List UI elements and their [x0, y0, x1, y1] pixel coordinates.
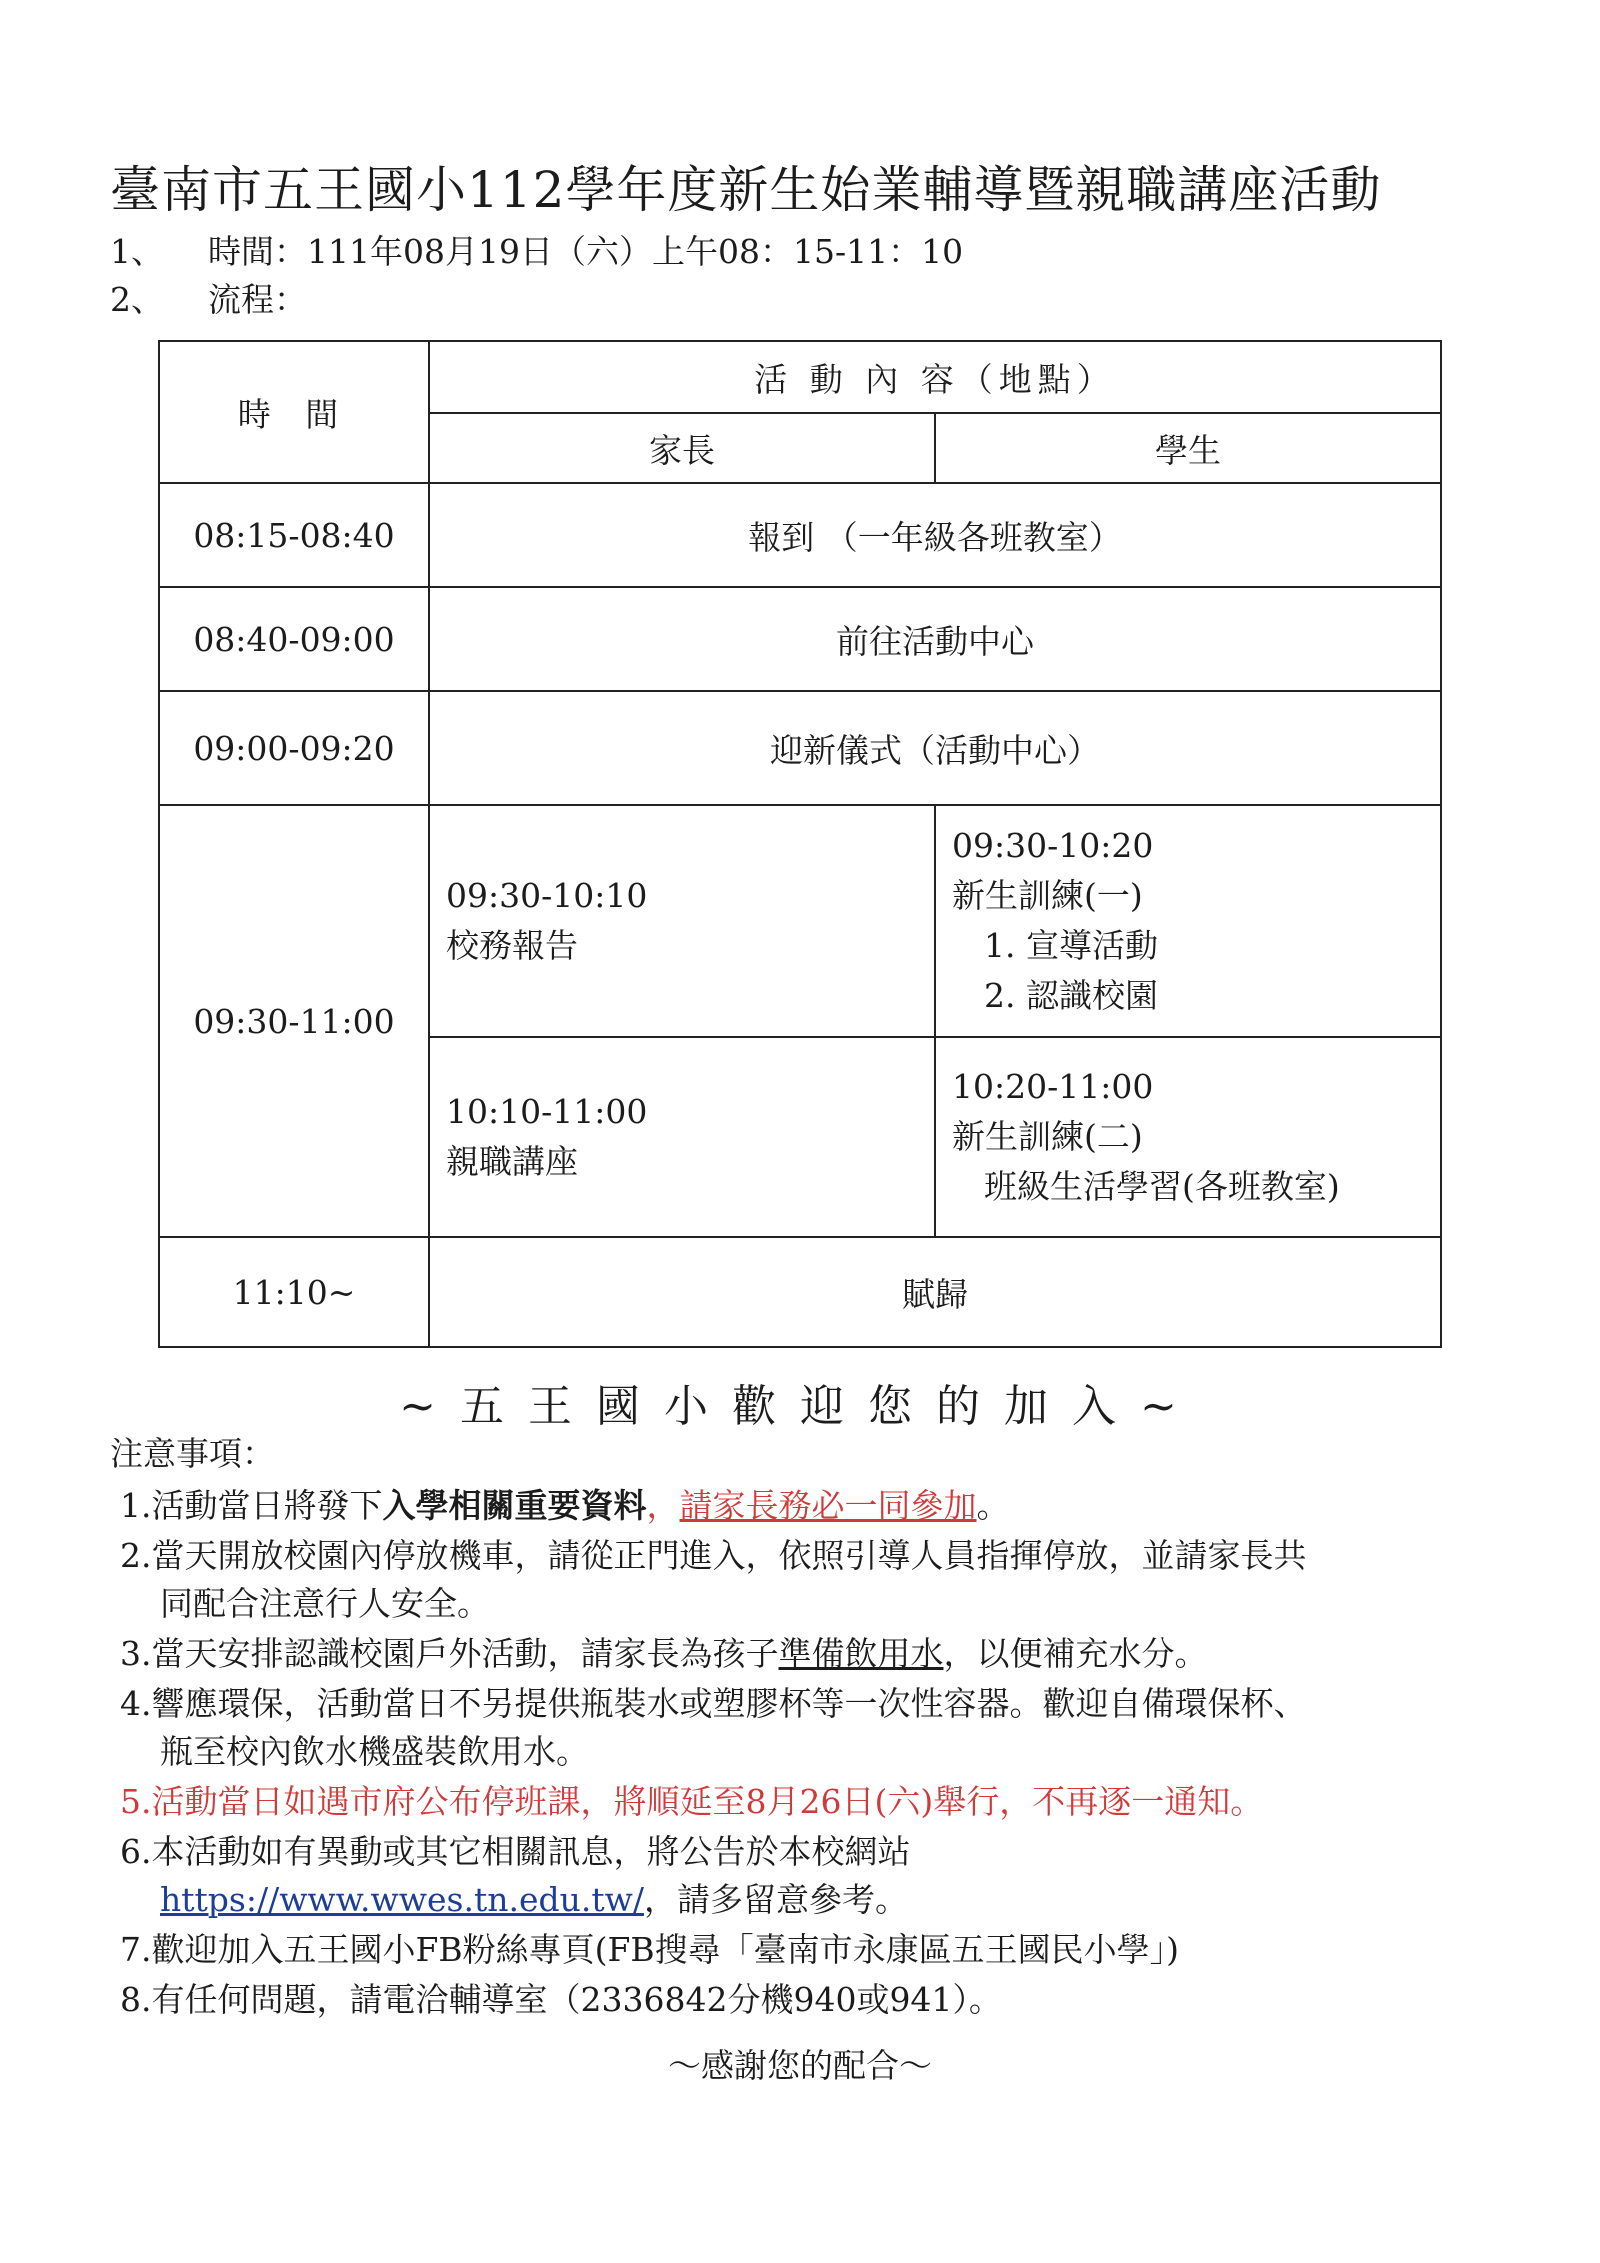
session-item: 1. 宣導活動 [984, 926, 1158, 965]
row-content: 報到 （一年級各班教室） [429, 483, 1441, 587]
info-line-time [110, 226, 963, 273]
table-row [159, 483, 1441, 587]
row-time: 08:40-09:00 [159, 587, 429, 691]
note-text: ，以便補充水分。 [943, 1634, 1208, 1673]
student-header: 學生 [935, 413, 1441, 483]
parent-header: 家長 [429, 413, 935, 483]
note-6: 6.本活動如有異動或其它相關訊息，將公告於本校網站 [120, 1832, 911, 1871]
session-label: 新生訓練(一) [952, 876, 1143, 915]
note-highlight: 準備飲用水 [778, 1634, 944, 1673]
row-content: 迎新儀式（活動中心） [429, 691, 1441, 805]
time-header: 時 間 [159, 341, 429, 483]
session-label: 校務報告 [446, 926, 578, 965]
page-title: 臺南市五王國小112學年度新生始業輔導暨親職講座活動 [110, 161, 1382, 219]
website-link[interactable]: https://www.wwes.tn.edu.tw/ [160, 1880, 644, 1919]
student-session-2 [935, 1037, 1441, 1237]
note-1 [120, 1480, 1010, 1527]
session-item: 2. 認識校園 [984, 976, 1158, 1015]
note-text: ， [646, 1486, 680, 1525]
note-5: 5.活動當日如遇市府公布停班課，將順延至8月26日(六)舉行，不再逐一通知。 [120, 1782, 1264, 1821]
note-2-cont: 同配合注意行人安全。 [160, 1584, 490, 1623]
table-row [159, 1237, 1441, 1347]
note-text: 1.活動當日將發下 [120, 1486, 383, 1525]
info-text: 流程： [208, 280, 307, 319]
activity-header: 活 動 內 容（地點） [429, 341, 1441, 413]
parent-session-2 [429, 1037, 935, 1237]
note-2: 2.當天開放校園內停放機車，請從正門進入，依照引導人員指揮停放，並請家長共 [120, 1536, 1307, 1575]
note-3 [120, 1628, 1208, 1675]
split-time: 09:30-11:00 [159, 805, 429, 1237]
note-text: ，請多留意參考。 [643, 1880, 908, 1919]
note-7: 7.歡迎加入五王國小FB粉絲專頁(FB搜尋「臺南市永康區五王國民小學」) [120, 1930, 1180, 1969]
session-item: 班級生活學習(各班教室) [984, 1167, 1340, 1206]
note-text: 3.當天安排認識校園戶外活動，請家長為孩子 [120, 1634, 779, 1673]
session-time: 09:30-10:10 [446, 876, 648, 915]
note-highlight: 請家長務必一同參加 [679, 1486, 977, 1525]
session-label: 新生訓練(二) [952, 1117, 1143, 1156]
row-content: 前往活動中心 [429, 587, 1441, 691]
parent-session-1 [429, 805, 935, 1037]
row-content: 賦歸 [429, 1237, 1441, 1347]
note-4: 4.響應環保，活動當日不另提供瓶裝水或塑膠杯等一次性容器。歡迎自備環保杯、 [120, 1684, 1307, 1723]
welcome-banner: ~五王國小歡迎您的加入~ [399, 1381, 1201, 1432]
session-label: 親職講座 [446, 1142, 578, 1181]
session-time: 09:30-10:20 [952, 826, 1154, 865]
info-line-flow [110, 274, 307, 321]
note-4-cont: 瓶至校內飲水機盛裝飲用水。 [160, 1732, 589, 1771]
table-row [159, 691, 1441, 805]
info-text: 時間：111年08月19日（六）上午08：15-11：10 [208, 232, 964, 271]
note-emphasis: 入學相關重要資料 [382, 1486, 647, 1525]
notes-heading: 注意事項： [110, 1434, 275, 1473]
note-text: 。 [976, 1486, 1010, 1525]
table-row [159, 805, 1441, 1037]
row-time: 11:10~ [159, 1237, 429, 1347]
student-session-1 [935, 805, 1441, 1037]
note-6-cont [160, 1874, 908, 1921]
session-time: 10:20-11:00 [952, 1067, 1154, 1106]
info-number: 2、 [110, 280, 164, 319]
row-time: 08:15-08:40 [159, 483, 429, 587]
session-time: 10:10-11:00 [446, 1092, 648, 1131]
table-row [159, 587, 1441, 691]
row-time: 09:00-09:20 [159, 691, 429, 805]
info-number: 1、 [110, 232, 164, 271]
note-8: 8.有任何問題，請電洽輔導室（2336842分機940或941）。 [120, 1980, 1002, 2019]
thanks-footer: ～感謝您的配合～ [668, 2046, 932, 2085]
schedule-table [158, 340, 1442, 1348]
